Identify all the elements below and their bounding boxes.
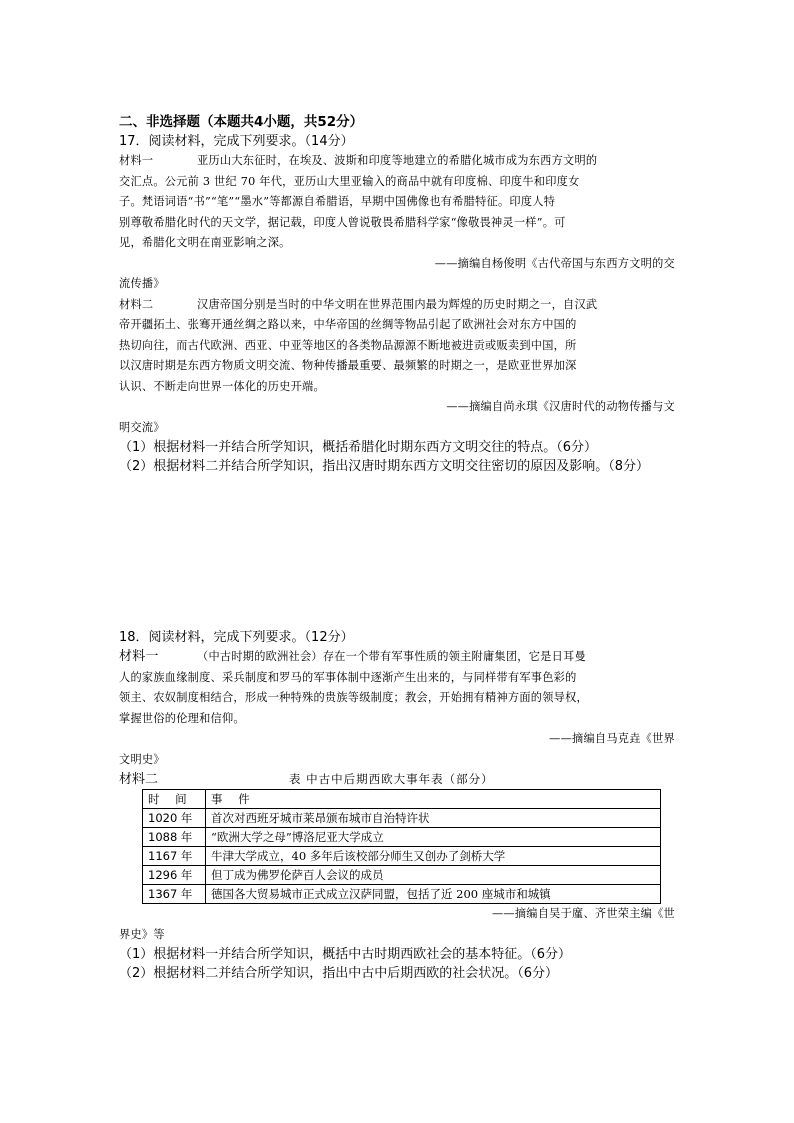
q17-material1-source-cont: 流传播》 — [119, 277, 165, 290]
q17-material2-line-4: 以汉唐时期是东西方物质文明交流、物种传播最重要、最频繁的时期之一，是欧亚世界加深 — [119, 359, 577, 372]
q18-material2-source: ——摘编自吴于廑、齐世荣主编《世 — [491, 907, 675, 920]
q18-material1-line-2: 人的家族血缘制度、采兵制度和罗马的军事体制中逐渐产生出来的，与同样带有军事色彩的 — [119, 670, 577, 684]
q17-material2-line-3: 热切向往，而古代欧洲、西亚、中亚等地区的各类物品源源不断地被进贡或贩卖到中国，所 — [119, 338, 577, 352]
q17-material2-source: ——摘编自尚永琪《汉唐时代的动物传播与文 — [446, 400, 675, 413]
q17-material1-line-1: 材料一 亚历山大东征时，在埃及、波斯和印度等地建立的希腊化城市成为东西方文明的 — [119, 151, 675, 172]
table-cell-year: 1020 年 — [143, 809, 206, 828]
q18-material1-line-3: 领主、农奴制度相结合，形成一种特殊的贵族等级制度；教会，开始拥有精神方面的领导权， — [119, 691, 588, 704]
q17-stem: 17．阅读材料，完成下列要求。（14分） — [119, 134, 354, 149]
q17-material1-line-5: 见，希腊化文明在南亚影响之深。 — [119, 236, 291, 249]
events-table — [142, 789, 661, 904]
q18-material1-line-1: 材料一 （中古时期的欧洲社会）存在一个带有军事性质的领主附庸集团，它是日耳曼 — [119, 647, 675, 668]
table-cell-year: 1367 年 — [143, 885, 206, 904]
table-cell-event: 德国各大贸易城市正式成立汉萨同盟，包括了近 200 座城市和城镇 — [206, 885, 661, 904]
table-cell-year: 1167 年 — [143, 847, 206, 866]
table-header-row — [143, 790, 661, 809]
table-cell-event: “欧洲大学之母”博洛尼亚大学成立 — [206, 828, 661, 847]
q18-material1-source-cont: 文明史》 — [119, 752, 165, 766]
table-row — [143, 847, 661, 866]
q17-material1-line-3: 子。梵语词语“书”“笔”“墨水”等都源自希腊语，早期中国佛像也有希腊特征。印度人特 — [119, 195, 556, 208]
table-row — [143, 885, 661, 904]
table-cell-year: 1088 年 — [143, 828, 206, 847]
q17-material2-line-2: 帝开疆拓土、张骞开通丝绸之路以来，中华帝国的丝绸等物品引起了欧洲社会对东方中国的 — [119, 318, 577, 331]
table-row — [143, 866, 661, 885]
q18-stem: 18．阅读材料，完成下列要求。（12分） — [119, 630, 354, 645]
table-cell-year: 1296 年 — [143, 866, 206, 885]
q17-material1-line-2: 交汇点。公元前 3 世纪 70 年代，亚历山大里亚输入的商品中就有印度棉、印度牛和印度女 — [119, 174, 580, 188]
q17-material2-label: 材料二 — [119, 297, 154, 311]
table-row — [143, 828, 661, 847]
table-cell-event: 牛津大学成立，40 多年后该校部分师生又创办了剑桥大学 — [206, 847, 661, 866]
table-cell-event: 但丁成为佛罗伦萨百人会议的成员 — [206, 866, 661, 885]
table-caption: 表 中古中后期西欧大事年表（部分） — [289, 772, 494, 786]
answer-space — [119, 476, 675, 628]
q17-material1-label: 材料一 — [119, 154, 154, 167]
exam-page — [119, 112, 675, 983]
q17-material1-source: ——摘编自杨俊明《古代帝国与东西方文明的交 — [434, 256, 675, 270]
table-cell-event: 首次对西班牙城市莱昂颁布城市自治特许状 — [206, 809, 661, 828]
q17-material2-line-5: 认识、不断走向世界一体化的历史开端。 — [119, 379, 325, 393]
q18-question-1: （1）根据材料一并结合所学知识，概括中古时期西欧社会的基本特征。（6分） — [119, 947, 572, 962]
q17-material2-line-1: 材料二 汉唐帝国分别是当时的中华文明在世界范围内最为辉煌的历史时期之一，自汉武 — [119, 295, 675, 316]
table-header-time: 时 间 — [143, 790, 206, 809]
q18-material1-label: 材料一 — [119, 649, 159, 664]
section-title: 二、非选择题（本题共4小题，共52分） — [119, 114, 364, 130]
q18-material2-header — [119, 770, 675, 789]
q17-question-1: （1）根据材料一并结合所学知识，概括希腊化时期东西方文明交往的特点。（6分） — [119, 440, 598, 455]
q17-material1-line-4: 别尊敬希腊化时代的天文学，据记载，印度人曾说敬畏希腊科学家“像敬畏神灵一样”。可 — [119, 215, 566, 229]
q18-material2-source-cont: 界史》等 — [119, 927, 165, 941]
table-row — [143, 809, 661, 828]
q18-material1-line-4: 掌握世俗的伦理和信仰。 — [119, 711, 245, 725]
q17-material2-source-cont: 明交流》 — [119, 420, 165, 434]
q18-question-2: （2）根据材料二并结合所学知识，指出中古中后期西欧的社会状况。（6分） — [119, 966, 559, 981]
q17-question-2: （2）根据材料二并结合所学知识，指出汉唐时期东西方文明交往密切的原因及影响。（8分） — [119, 459, 650, 474]
q18-material1-source: ——摘编自马克垚《世界 — [549, 732, 675, 745]
table-header-event: 事 件 — [206, 790, 661, 809]
q18-material2-label: 材料二 — [119, 772, 159, 787]
